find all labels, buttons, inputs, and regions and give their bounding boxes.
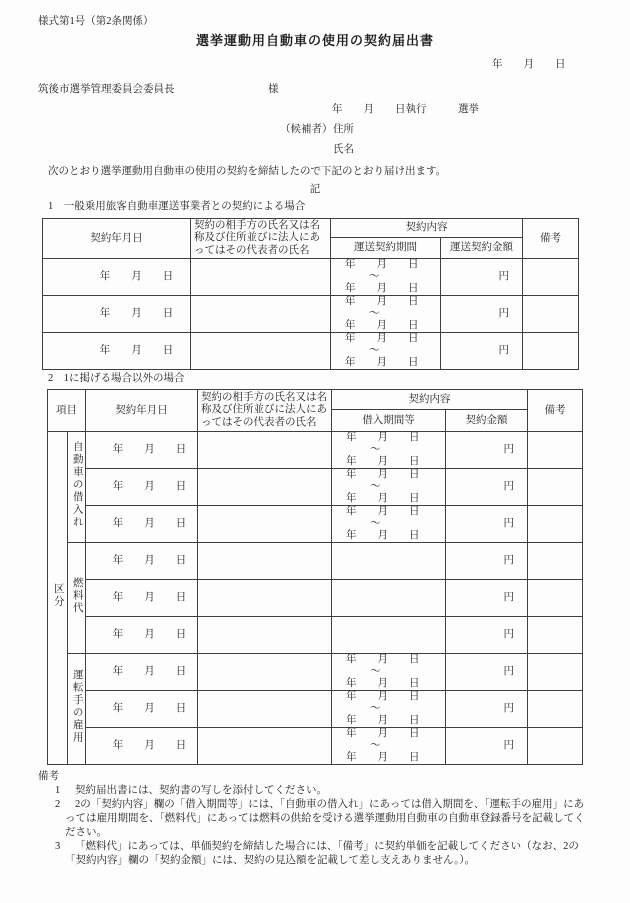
remarks-cell bbox=[528, 728, 583, 765]
table-row bbox=[43, 333, 579, 370]
period-to: 年 月 日 bbox=[346, 752, 420, 763]
amount-cell: 円 bbox=[446, 617, 528, 654]
table-row bbox=[48, 580, 583, 617]
contract-date-cell: 年 月 日 bbox=[86, 728, 198, 765]
note-item bbox=[38, 798, 590, 840]
contract-date-cell: 年 月 日 bbox=[86, 691, 198, 728]
party-cell bbox=[198, 432, 332, 469]
period-from: 年 月 日 bbox=[346, 691, 420, 702]
group-fuel-label: 燃料代 bbox=[71, 577, 83, 615]
election-date-line: 年 月 日執行 選挙 bbox=[332, 104, 479, 115]
period-from: 年 月 日 bbox=[346, 506, 420, 517]
table-row bbox=[43, 259, 579, 296]
category-cell bbox=[48, 432, 68, 765]
period-cell bbox=[332, 469, 446, 506]
remarks-cell bbox=[528, 691, 583, 728]
amount-cell: 円 bbox=[446, 728, 528, 765]
note-item bbox=[38, 784, 590, 798]
col-header-remarks: 備考 bbox=[528, 390, 583, 432]
party-cell bbox=[198, 691, 332, 728]
remarks-cell bbox=[523, 296, 579, 333]
party-cell bbox=[198, 543, 332, 580]
period-tilde: ～ bbox=[370, 740, 381, 751]
amount-cell: 円 bbox=[441, 259, 523, 296]
col-header-contract-amount: 契約金額 bbox=[446, 410, 528, 432]
contract-date-cell: 年 月 日 bbox=[86, 617, 198, 654]
contract-date-cell: 年 月 日 bbox=[43, 296, 191, 333]
remarks-cell bbox=[528, 506, 583, 543]
col-header-party: 契約の相手方の氏名又は名称及び住所並びに法人にあってはその代表者の氏名 bbox=[191, 219, 331, 259]
remarks-cell bbox=[528, 580, 583, 617]
period-tilde: ～ bbox=[370, 666, 381, 677]
group-car-rental-cell bbox=[68, 432, 86, 543]
period-to: 年 月 日 bbox=[346, 456, 420, 467]
period-from: 年 月 日 bbox=[346, 469, 420, 480]
table-row bbox=[48, 543, 583, 580]
table-row bbox=[48, 432, 583, 469]
section2-heading: 2 1に掲げる場合以外の場合 bbox=[48, 373, 185, 384]
contract-date-cell: 年 月 日 bbox=[86, 506, 198, 543]
period-cell bbox=[331, 333, 441, 370]
period-from: 年 月 日 bbox=[345, 259, 419, 270]
amount-cell: 円 bbox=[446, 506, 528, 543]
period-tilde: ～ bbox=[370, 481, 381, 492]
notes-heading: 備考 bbox=[38, 771, 59, 782]
table-transport-contract bbox=[42, 218, 579, 370]
note-text: 2の「契約内容」欄の「借入期間等」には、「自動車の借入れ」にあっては借入期間を、「運転手の雇用」にあっては雇用期間を、「燃料代」にあっては燃料の供給を受ける選挙運動用自動車の自動車登録番号を記載してください。 bbox=[65, 799, 585, 838]
period-tilde: ～ bbox=[369, 345, 380, 356]
remarks-cell bbox=[528, 432, 583, 469]
period-cell bbox=[331, 259, 441, 296]
party-cell bbox=[198, 728, 332, 765]
section1-heading: 1 一般乗用旅客自動車運送事業者との契約による場合 bbox=[48, 201, 306, 212]
contract-date-cell: 年 月 日 bbox=[86, 543, 198, 580]
table-row bbox=[48, 691, 583, 728]
note-number: 3 bbox=[55, 841, 61, 852]
contract-date-cell: 年 月 日 bbox=[43, 333, 191, 370]
category-label: 区分 bbox=[52, 583, 64, 609]
note-text: 「燃料代」にあっては、単価契約を締結した場合には、「備考」に契約単価を記載してください（なお、2の「契約内容」欄の「契約金額」には、契約の見込額を記載して差し支えありません。）。 bbox=[65, 841, 579, 866]
candidate-label: （候補者） bbox=[280, 124, 333, 135]
period-from: 年 月 日 bbox=[346, 432, 420, 443]
period-cell bbox=[332, 543, 446, 580]
party-cell bbox=[191, 333, 331, 370]
period-cell bbox=[332, 506, 446, 543]
party-cell bbox=[198, 617, 332, 654]
name-label: 氏名 bbox=[333, 144, 354, 155]
period-tilde: ～ bbox=[369, 308, 380, 319]
period-cell bbox=[332, 691, 446, 728]
period-tilde: ～ bbox=[370, 518, 381, 529]
amount-cell: 円 bbox=[446, 469, 528, 506]
remarks-cell bbox=[528, 469, 583, 506]
period-from: 年 月 日 bbox=[345, 333, 419, 344]
period-to: 年 月 日 bbox=[345, 283, 419, 294]
addressee-honorific: 様 bbox=[268, 84, 279, 95]
period-cell bbox=[332, 617, 446, 654]
remarks-cell bbox=[523, 259, 579, 296]
contract-date-cell: 年 月 日 bbox=[43, 259, 191, 296]
period-cell bbox=[332, 580, 446, 617]
page-title: 選挙運動用自動車の使用の契約届出書 bbox=[195, 33, 434, 48]
remarks-cell bbox=[528, 654, 583, 691]
amount-cell: 円 bbox=[446, 691, 528, 728]
remarks-cell bbox=[523, 333, 579, 370]
col-header-contract-content: 契約内容 bbox=[331, 219, 523, 238]
col-header-loan-period: 借入期間等 bbox=[332, 410, 446, 432]
party-cell bbox=[198, 654, 332, 691]
period-tilde: ～ bbox=[370, 703, 381, 714]
addressee: 筑後市選挙管理委員会委員長 bbox=[38, 84, 175, 95]
period-tilde: ～ bbox=[370, 444, 381, 455]
contract-date-cell: 年 月 日 bbox=[86, 580, 198, 617]
col-header-contract-date: 契約年月日 bbox=[43, 219, 191, 259]
table-row bbox=[43, 296, 579, 333]
table-row bbox=[48, 617, 583, 654]
contract-date-cell: 年 月 日 bbox=[86, 654, 198, 691]
period-to: 年 月 日 bbox=[346, 530, 420, 541]
note-text: 契約届出書には、契約書の写しを添付してください。 bbox=[75, 785, 327, 796]
amount-cell: 円 bbox=[441, 296, 523, 333]
col-header-item: 項目 bbox=[48, 390, 86, 432]
period-cell bbox=[332, 728, 446, 765]
table-row bbox=[48, 728, 583, 765]
party-cell bbox=[198, 580, 332, 617]
period-cell bbox=[332, 654, 446, 691]
header-date-line: 年 月 日 bbox=[492, 59, 566, 70]
contract-date-cell: 年 月 日 bbox=[86, 469, 198, 506]
col-header-transport-amount: 運送契約金額 bbox=[441, 238, 523, 259]
party-cell bbox=[191, 296, 331, 333]
party-cell bbox=[198, 469, 332, 506]
amount-cell: 円 bbox=[446, 654, 528, 691]
period-cell bbox=[332, 432, 446, 469]
amount-cell: 円 bbox=[446, 543, 528, 580]
period-to: 年 月 日 bbox=[346, 715, 420, 726]
table-row bbox=[48, 506, 583, 543]
note-item bbox=[38, 840, 590, 868]
ki-label: 記 bbox=[309, 184, 321, 195]
note-number: 2 bbox=[55, 799, 61, 810]
period-from: 年 月 日 bbox=[346, 728, 420, 739]
table-row bbox=[48, 654, 583, 691]
amount-cell: 円 bbox=[446, 432, 528, 469]
notes-section bbox=[38, 770, 590, 868]
period-tilde: ～ bbox=[369, 271, 380, 282]
col-header-contract-content: 契約内容 bbox=[332, 390, 528, 410]
period-to: 年 月 日 bbox=[346, 493, 420, 504]
remarks-cell bbox=[528, 617, 583, 654]
address-label: 住所 bbox=[333, 124, 354, 135]
period-from: 年 月 日 bbox=[345, 296, 419, 307]
col-header-transport-period: 運送契約期間 bbox=[331, 238, 441, 259]
amount-cell: 円 bbox=[441, 333, 523, 370]
period-cell bbox=[331, 296, 441, 333]
period-to: 年 月 日 bbox=[345, 357, 419, 368]
period-to: 年 月 日 bbox=[346, 678, 420, 689]
group-car-rental-label: 自動車の借入れ bbox=[71, 441, 83, 529]
col-header-party: 契約の相手方の氏名又は名称及び住所並びに法人にあってはその代表者の氏名 bbox=[198, 390, 332, 432]
declaration-text: 次のとおり選挙運動用自動車の使用の契約を締結したので下記のとおり届け出ます。 bbox=[48, 166, 447, 177]
group-driver-cell bbox=[68, 654, 86, 765]
table-row bbox=[48, 469, 583, 506]
group-fuel-cell bbox=[68, 543, 86, 654]
party-cell bbox=[191, 259, 331, 296]
amount-cell: 円 bbox=[446, 580, 528, 617]
note-number: 1 bbox=[55, 785, 61, 796]
form-number: 様式第1号（第2条関係） bbox=[38, 16, 154, 27]
col-header-contract-date: 契約年月日 bbox=[86, 390, 198, 432]
table-other-contract bbox=[47, 389, 583, 765]
period-from: 年 月 日 bbox=[346, 654, 420, 665]
remarks-cell bbox=[528, 543, 583, 580]
group-driver-label: 運転手の雇用 bbox=[71, 669, 83, 745]
col-header-remarks: 備考 bbox=[523, 219, 579, 259]
party-cell bbox=[198, 506, 332, 543]
contract-date-cell: 年 月 日 bbox=[86, 432, 198, 469]
period-to: 年 月 日 bbox=[345, 320, 419, 331]
